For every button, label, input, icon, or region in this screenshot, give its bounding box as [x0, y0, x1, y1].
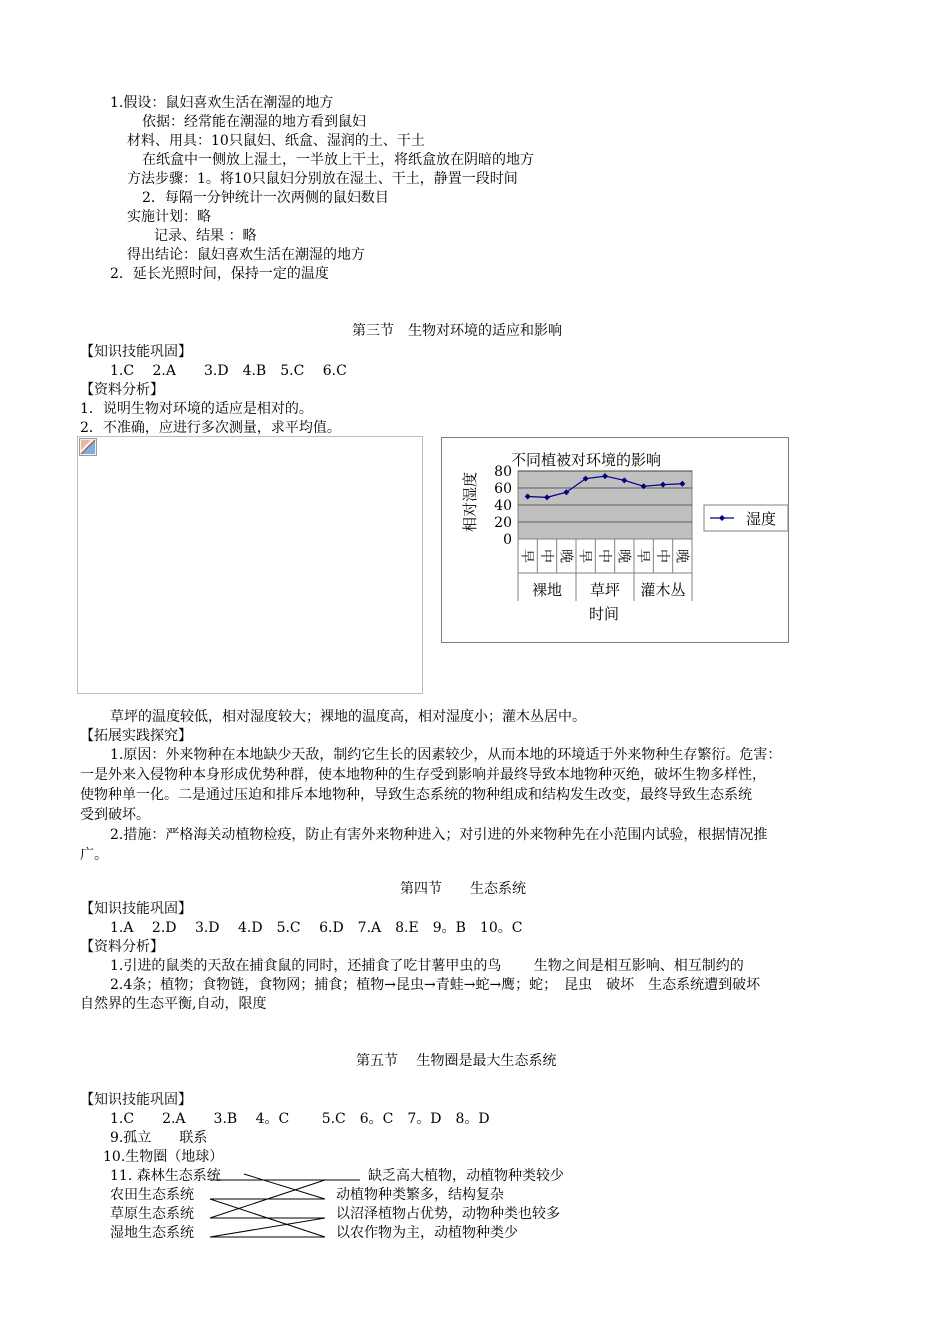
knowledge-heading: 【知识技能巩固】	[80, 901, 192, 917]
section-5-title: 第五节 生物圈是最大生态系统	[356, 1053, 557, 1069]
group-label: 草坪	[589, 581, 621, 599]
legend-label: 湿度	[746, 510, 777, 528]
conclusion-line: 得出结论：鼠妇喜欢生活在潮湿的地方	[127, 247, 365, 263]
x-tick-label: 晚	[615, 549, 632, 563]
x-tick-label: 中	[654, 549, 670, 563]
answer-9: 9.孤立 联系	[110, 1130, 208, 1146]
analysis-answer-2: 2．不准确，应进行多次测量，求平均值。	[80, 420, 341, 436]
analysis-line-2: 2.4条；植物；食物链，食物网；捕食；植物→昆虫→青蛙→蛇→鹰；蛇； 昆虫 破坏 生态系统遭到破坏	[110, 977, 761, 993]
plan-line: 实施计划：略	[127, 209, 211, 225]
extension-p1-line1: 1.原因：外来物种在本地缺少天敌，制约它生长的因素较少，从而本地的环境适于外来物种生存繁衍。危害：	[110, 747, 782, 763]
extension-p1-line2: 一是外来入侵物种本身形成优势种群，使本地物种的生存受到影响并最终导致本地物种灭绝，破坏生物多样性，	[80, 767, 766, 783]
analysis-answer-1: 1．说明生物对环境的适应是相对的。	[80, 401, 313, 417]
answers-line: 1.A 2.D 3.D 4.D 5.C 6.D 7.A 8.E 9。B 10。C	[110, 920, 523, 936]
match-right-1: 缺乏高大植物，动植物种类较少	[368, 1168, 564, 1184]
x-tick-label: 早	[634, 549, 651, 563]
section-4-title: 第四节 生态系统	[400, 881, 526, 897]
knowledge-heading: 【知识技能巩固】	[80, 1092, 192, 1108]
section-3-title: 第三节 生物对环境的适应和影响	[352, 323, 562, 339]
chart-title: 不同植被对环境的影响	[510, 451, 662, 469]
extension-heading: 【拓展实践探究】	[80, 728, 192, 744]
extension-p1-line3: 使物种单一化。二是通过压迫和排斥本地物种，导致生态系统的物种组成和结构发生改变，最终导致生态系统	[80, 787, 752, 803]
record-line: 记录、结果 ：略	[154, 228, 257, 244]
hypothesis-line: 1.假设：鼠妇喜欢生活在潮湿的地方	[110, 95, 334, 111]
materials-line: 材料、用具：10只鼠妇、纸盒、湿润的土、干土	[127, 133, 425, 149]
match-connector	[210, 1218, 325, 1237]
y-tick-label: 80	[494, 464, 512, 480]
answers-line: 1.C 2.A 3.B 4。C 5.C 6。C 7。D 8。D	[110, 1111, 490, 1127]
x-tick-label: 中	[596, 549, 612, 563]
x-tick-label: 中	[538, 549, 554, 563]
setup-line: 在纸盒中一侧放上湿土，一半放上干土，将纸盒放在阴暗的地方	[142, 152, 534, 168]
match-left-2: 农田生态系统	[110, 1187, 194, 1203]
group-label: 裸地	[531, 581, 563, 599]
extension-p2-line2: 广。	[80, 847, 108, 863]
extension-p1-line4: 受到破坏。	[80, 807, 150, 823]
match-connector	[244, 1174, 325, 1199]
y-axis-label: 相对湿度	[461, 471, 479, 533]
analysis-heading: 【资料分析】	[80, 382, 164, 398]
method-step2: 2．每隔一分钟统计一次两侧的鼠妇数目	[142, 190, 389, 206]
group-label: 灌木丛	[640, 581, 686, 599]
answers-line: 1.C 2.A 3.D 4.B 5.C 6.C	[110, 363, 347, 379]
match-left-1: 11. 森林生态系统	[110, 1168, 221, 1184]
analysis-line-1: 1.引进的鼠类的天敌在捕食鼠的同时，还捕食了吃甘薯甲虫的鸟 生物之间是相互影响、相互制约的	[110, 958, 744, 974]
match-right-2: 动植物种类繁多，结构复杂	[336, 1187, 504, 1203]
chart-conclusion: 草坪的温度较低，相对湿度较大；裸地的温度高，相对湿度小；灌木丛居中。	[110, 709, 586, 725]
analysis-line-3: 自然界的生态平衡,自动，限度	[80, 996, 267, 1012]
match-left-4: 湿地生态系统	[110, 1225, 194, 1241]
knowledge-heading: 【知识技能巩固】	[80, 344, 192, 360]
extension-p2-line1: 2.措施：严格海关动植物检疫，防止有害外来物种进入；对引进的外来物种先在小范围内试验，根据情况推	[110, 827, 768, 843]
basis-line: 依据：经常能在潮湿的地方看到鼠妇	[142, 114, 366, 130]
x-tick-label: 晚	[557, 549, 574, 563]
answer-10: 10.生物圈（地球）	[103, 1149, 224, 1165]
x-tick-label: 早	[518, 549, 535, 563]
x-tick-label: 早	[576, 549, 593, 563]
answer-2-line: 2．延长光照时间，保持一定的温度	[110, 266, 329, 282]
match-left-3: 草原生态系统	[110, 1206, 194, 1222]
y-tick-label: 20	[494, 515, 512, 531]
y-tick-label: 0	[503, 532, 512, 548]
match-right-3: 以沼泽植物占优势，动物种类也较多	[336, 1206, 560, 1222]
analysis-heading: 【资料分析】	[80, 939, 164, 955]
y-tick-label: 40	[494, 498, 512, 514]
x-tick-label: 晚	[673, 549, 690, 563]
method-line: 方法步骤：1。将10只鼠妇分别放在湿土、干土，静置一段时间	[127, 171, 518, 187]
match-right-4: 以农作物为主，动植物种类少	[336, 1225, 518, 1241]
x-axis-label: 时间	[588, 605, 620, 623]
y-tick-label: 60	[494, 481, 512, 497]
